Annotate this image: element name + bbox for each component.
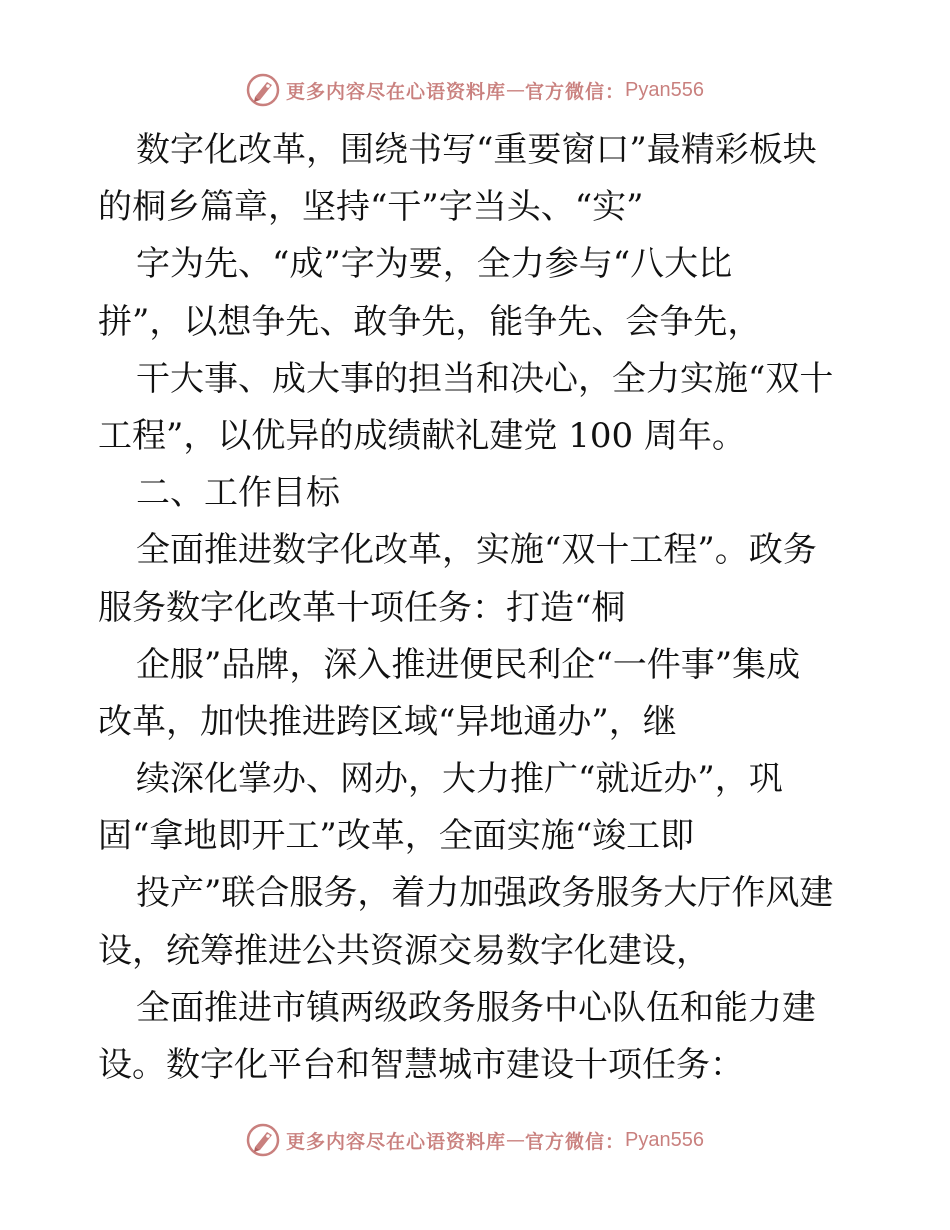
pen-nib-logo-icon [246,1123,280,1157]
footer-banner-wechat-id: Pyan556 [625,1128,704,1151]
footer-banner-dash: — [506,1129,526,1151]
section-heading: 二、工作目标 [136,473,340,514]
header-banner [0,70,950,110]
body-line: 改革，加快推进跨区域“异地通办”，继 [98,701,677,742]
body-line: 投产”联合服务，着力加强政务服务大厅作风建 [136,873,834,914]
header-banner-official: 官方微信： [525,80,626,103]
body-line: 设，统筹推进公共资源交易数字化建设， [98,930,710,971]
body-line: 字为先、“成”字为要，全力参与“八大比 [136,244,733,285]
body-line: 设。数字化平台和智慧城市建设十项任务： [98,1045,744,1085]
body-line: 拼”，以想争先、敢争先，能争先、会争先， [98,301,762,342]
body-line: 服务数字化改革十项任务：打造“桐 [98,587,626,628]
header-banner-wechat-id: Pyan556 [625,78,704,101]
body-line: 工程”，以优异的成绩献礼建党 100 周年。 [98,415,746,456]
header-banner-text: 更多内容尽在心语资料库 [286,80,507,103]
header-banner-dash: — [506,79,526,101]
body-line: 数字化改革，围绕书写“重要窗口”最精彩板块 [136,130,817,170]
body-line: 固“拿地即开工”改革，全面实施“竣工即 [98,816,695,857]
pen-nib-logo-icon [246,73,280,107]
body-line: 续深化掌办、网办，大力推广“就近办”，巩 [136,759,783,800]
footer-banner [0,1120,950,1160]
body-line: 企服”品牌，深入推进便民利企“一件事”集成 [136,644,801,685]
document-body [98,122,868,1094]
footer-banner-text: 更多内容尽在心语资料库 [286,1130,507,1153]
body-line: 全面推进市镇两级政务服务中心队伍和能力建 [136,987,816,1028]
body-line: 的桐乡篇章，坚持“干”字当头、“实” [98,187,644,228]
footer-banner-official: 官方微信： [525,1130,626,1153]
body-line: 全面推进数字化改革，实施“双十工程”。政务 [136,530,817,571]
body-line: 干大事、成大事的担当和决心，全力实施“双十 [136,358,834,399]
